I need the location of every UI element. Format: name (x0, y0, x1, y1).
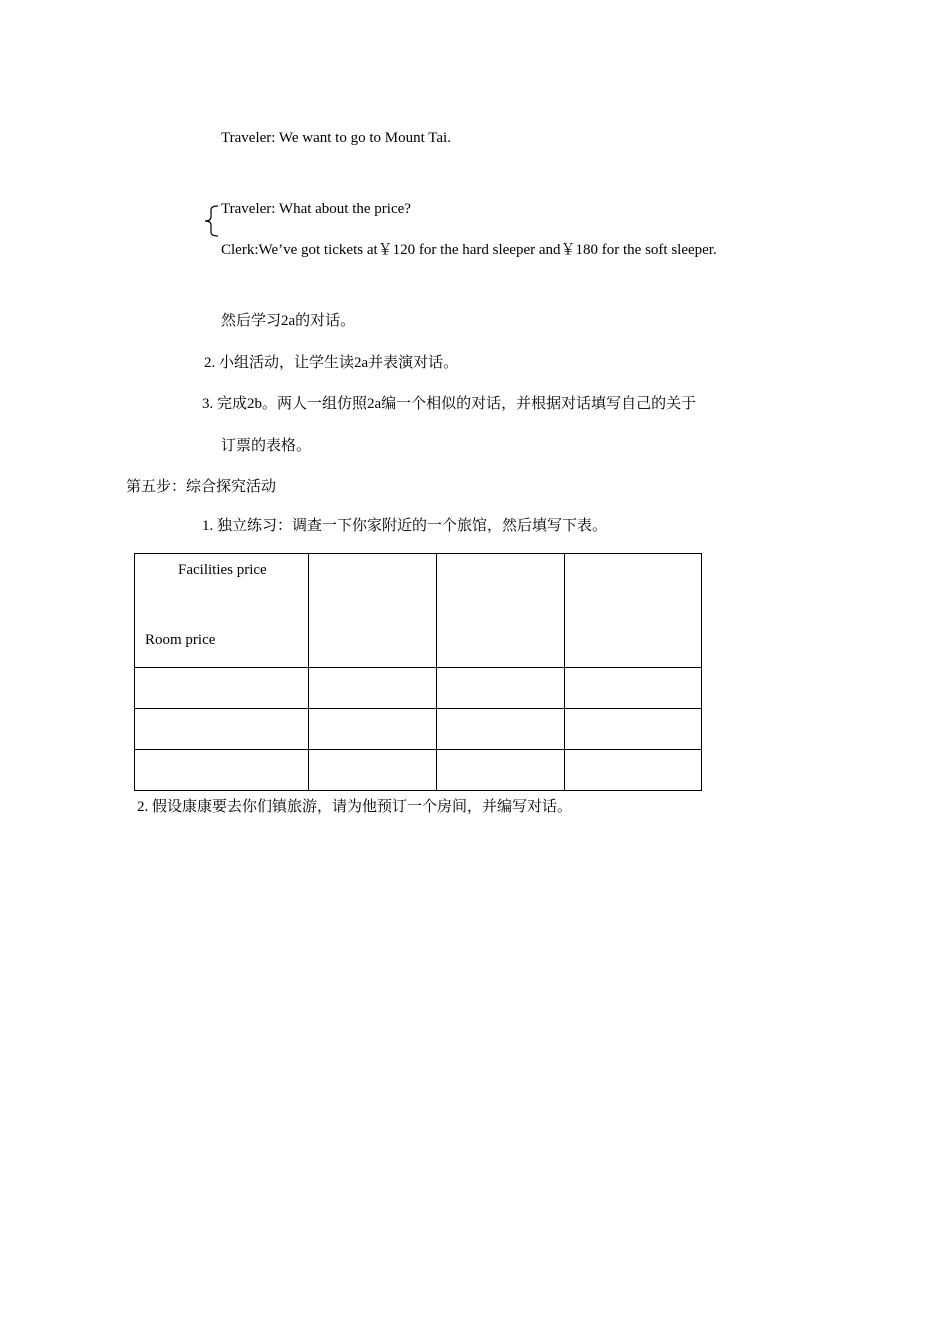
table-cell[interactable] (309, 668, 437, 709)
dialogue-line-clerk: Clerk:We’ve got tickets at￥120 for the hard sleeper and￥180 for the soft sleeper. (221, 242, 717, 258)
table-cell[interactable] (437, 709, 565, 750)
brace-icon (198, 205, 220, 237)
step-item-3: 3. 完成2b。两人一组仿照2a编一个相似的对话，并根据对话填写自己的关于 (202, 396, 697, 412)
step5-heading: 第五步：综合探究活动 (126, 479, 277, 495)
dialogue-line-traveler-2: Traveler: What about the price? (221, 201, 411, 217)
table-cell[interactable] (135, 668, 309, 709)
table-header-row (135, 554, 702, 668)
diagonal-header-cell (135, 554, 309, 668)
table-cell[interactable] (309, 709, 437, 750)
table-cell[interactable] (437, 668, 565, 709)
room-price-label: Room price (145, 632, 216, 648)
step-study-2a: 然后学习2a的对话。 (221, 313, 356, 329)
table-cell[interactable] (309, 554, 437, 668)
step-item-3-continued: 订票的表格。 (221, 438, 312, 454)
table-cell[interactable] (565, 554, 702, 668)
dialogue-line-traveler-1: Traveler: We want to go to Mount Tai. (221, 130, 451, 146)
table-row (135, 750, 702, 791)
table-cell[interactable] (565, 709, 702, 750)
table-row (135, 668, 702, 709)
table-row (135, 709, 702, 750)
table-cell[interactable] (135, 750, 309, 791)
table-cell[interactable] (309, 750, 437, 791)
step5-task-2: 2. 假设康康要去你们镇旅游，请为他预订一个房间，并编写对话。 (137, 799, 573, 815)
table-cell[interactable] (565, 668, 702, 709)
hotel-survey-table (134, 553, 702, 791)
table-cell[interactable] (437, 554, 565, 668)
facilities-price-label: Facilities price (178, 562, 267, 578)
table-cell[interactable] (437, 750, 565, 791)
step5-task-1: 1. 独立练习：调查一下你家附近的一个旅馆，然后填写下表。 (202, 518, 608, 534)
table-cell[interactable] (565, 750, 702, 791)
step-item-2: 2. 小组活动，让学生读2a并表演对话。 (204, 355, 459, 371)
table-cell[interactable] (135, 709, 309, 750)
